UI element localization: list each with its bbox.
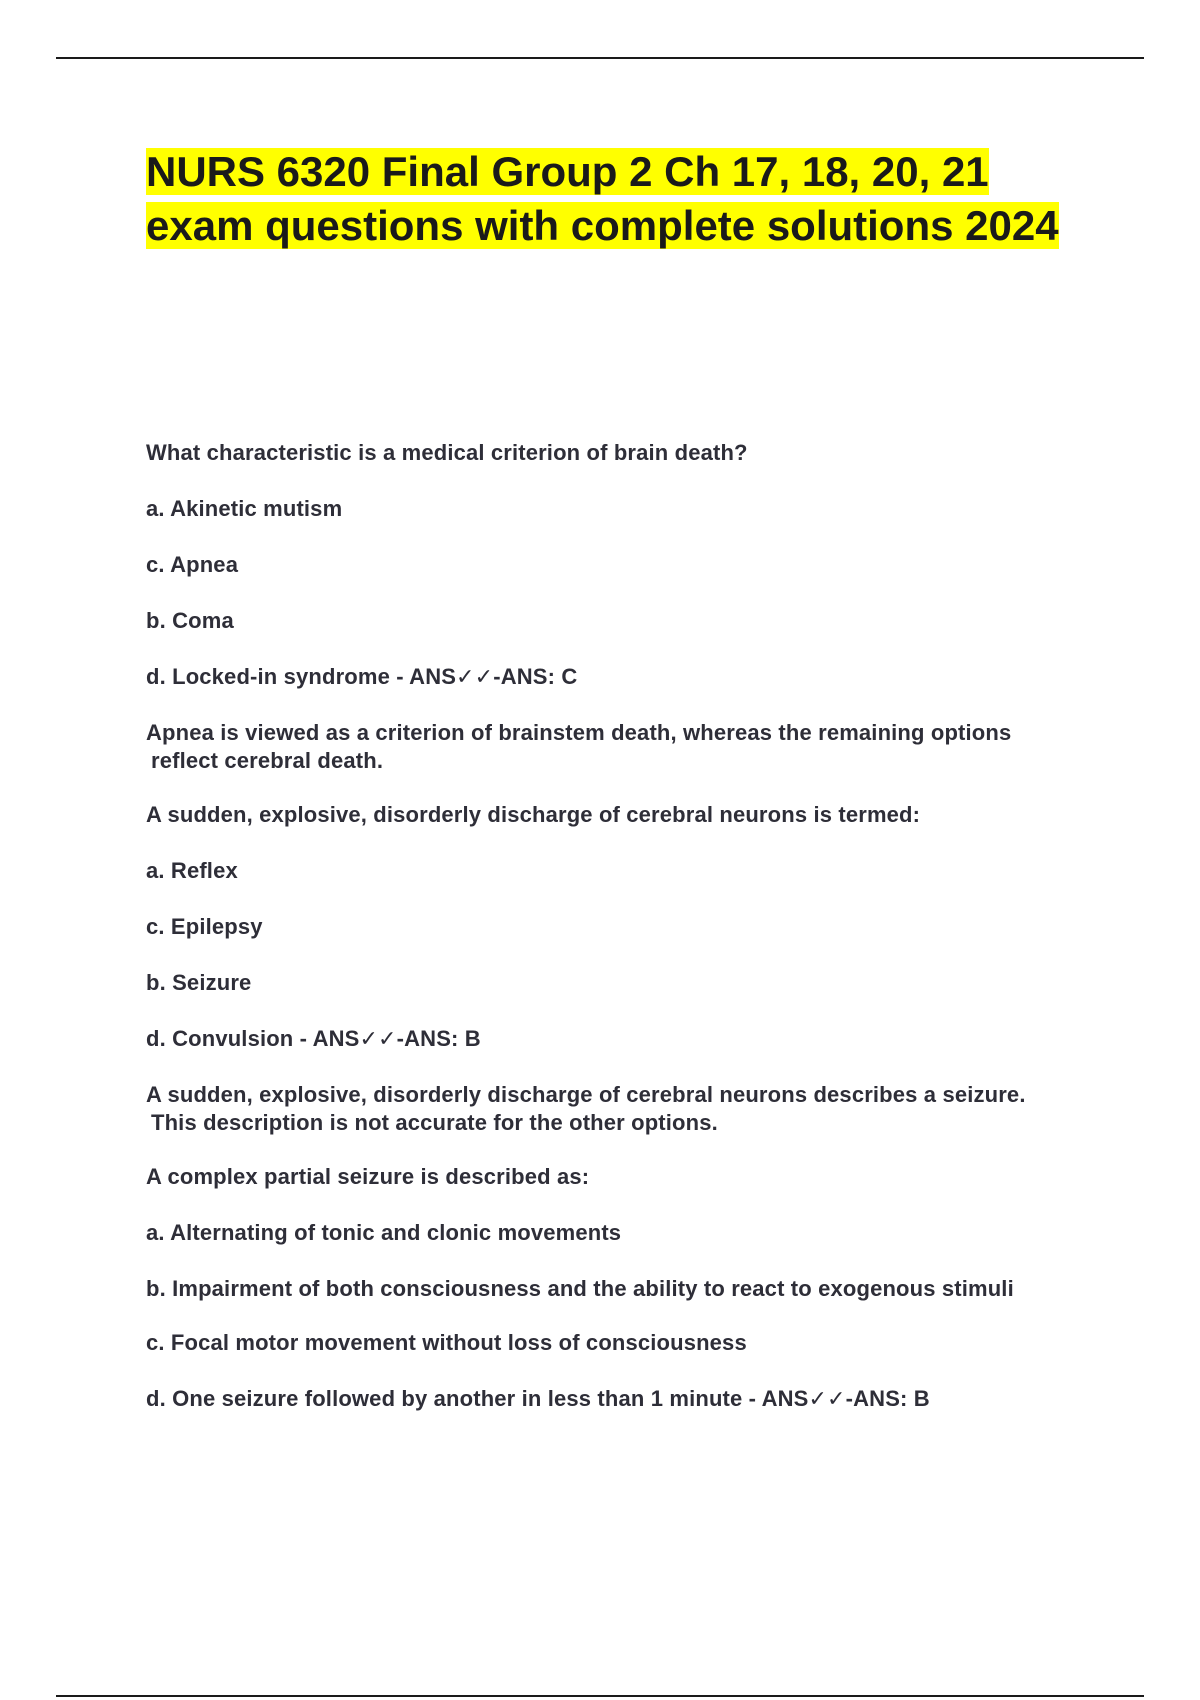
top-rule — [56, 57, 1144, 59]
option-3d-answer: d. One seizure followed by another in less than 1 minute - ANS✓✓-ANS: B — [146, 1386, 930, 1411]
option-1a: a. Akinetic mutism — [146, 496, 343, 521]
option-2d-answer: d. Convulsion - ANS✓✓-ANS: B — [146, 1026, 481, 1051]
option-1c: c. Apnea — [146, 552, 239, 577]
option-2a: a. Reflex — [146, 858, 238, 883]
option-1b: b. Coma — [146, 608, 234, 633]
question-2: A sudden, explosive, disorderly discharge of cerebral neurons is termed: — [146, 802, 921, 827]
option-3a: a. Alternating of tonic and clonic movements — [146, 1220, 622, 1245]
option-1d-answer: d. Locked-in syndrome - ANS✓✓-ANS: C — [146, 664, 578, 689]
option-2c: c. Epilepsy — [146, 914, 263, 939]
option-3b: b. Impairment of both consciousness and the ability to react to exogenous stimuli — [146, 1276, 1014, 1301]
title-highlight: NURS 6320 Final Group 2 Ch 17, 18, 20, 21 exam questions with complete solutions 2024 — [146, 148, 1059, 249]
document-title — [146, 145, 1086, 253]
bottom-rule — [56, 1695, 1144, 1697]
rationale-1: Apnea is viewed as a criterion of brainstem death, whereas the remaining options reflect cerebral death. — [146, 720, 1012, 773]
question-1: What characteristic is a medical criterion of brain death? — [146, 440, 748, 465]
option-2b: b. Seizure — [146, 970, 252, 995]
rationale-2: A sudden, explosive, disorderly discharge of cerebral neurons describes a seizure. This description is not accurate for the other options. — [146, 1082, 1026, 1135]
option-3c: c. Focal motor movement without loss of consciousness — [146, 1330, 747, 1355]
document-body — [146, 439, 1076, 1441]
question-3: A complex partial seizure is described as: — [146, 1164, 590, 1189]
